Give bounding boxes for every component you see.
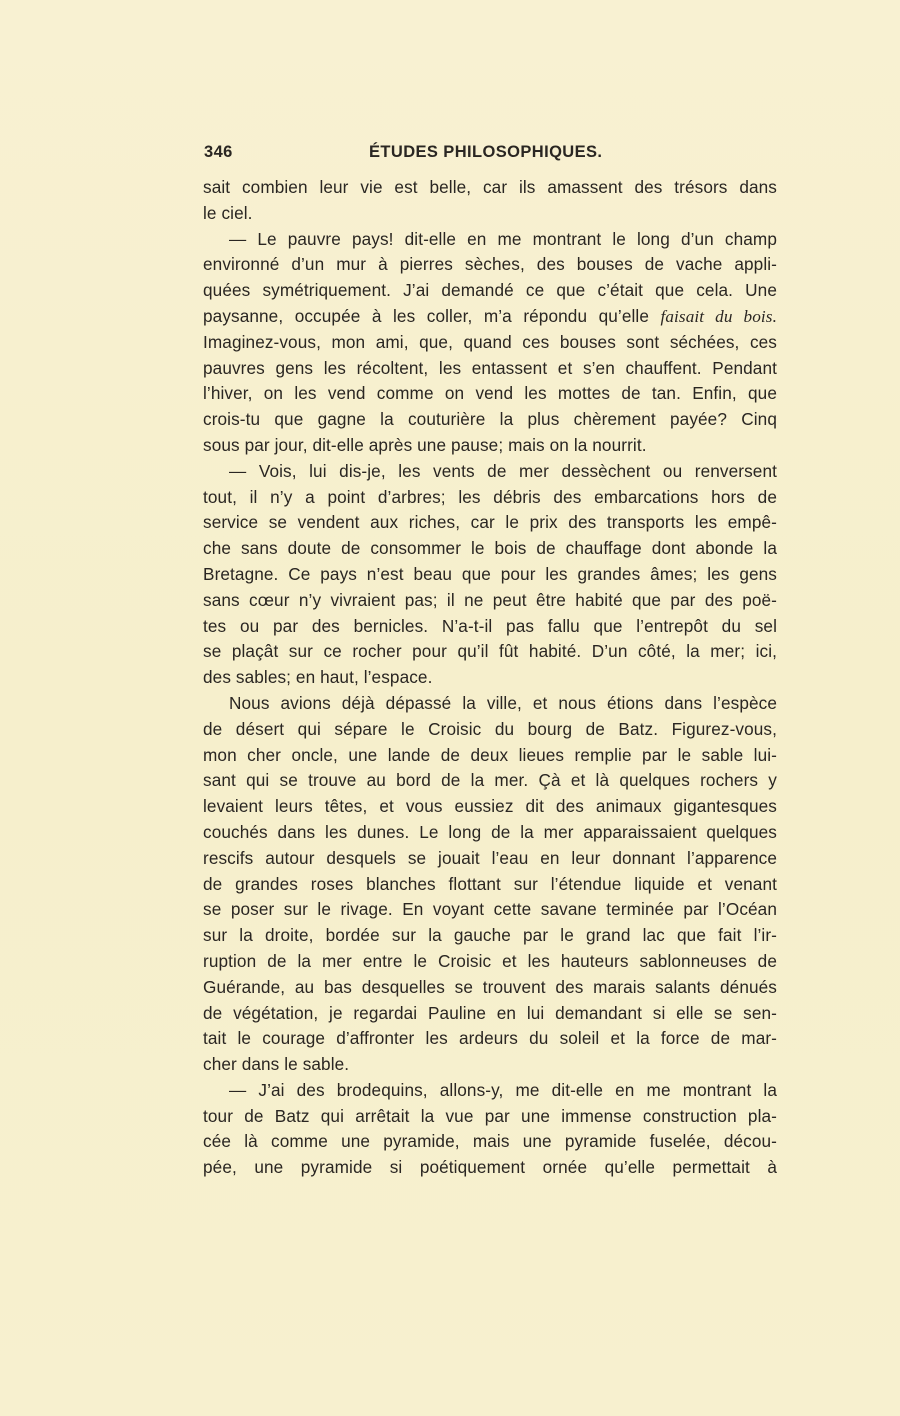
text-line: — Vois, lui dis-je, les vents de mer dessèchent ou renversent	[229, 460, 777, 481]
text-line: mon cher oncle, une lande de deux lieues remplie par le sable lui-	[203, 744, 777, 765]
text-line: cée là comme une pyramide, mais une pyramide fuselée, décou-	[203, 1131, 777, 1152]
running-title: ÉTUDES PHILOSOPHIQUES.	[369, 143, 603, 161]
running-head	[204, 143, 778, 167]
text-line: sur la droite, bordée sur la gauche par le grand lac que fait l’ir-	[203, 925, 777, 946]
text-line: crois-tu que gagne la couturière la plus chèrement payée? Cinq	[203, 409, 777, 430]
text-line: se plaçât sur ce rocher pour qu’il fût habité. D’un côté, la mer; ici,	[203, 641, 777, 662]
text-line: des sables; en haut, l’espace.	[203, 667, 433, 688]
text-line: pauvres gens les récoltent, les entassent et s’en chauffent. Pendant	[203, 357, 777, 378]
text-line: — Le pauvre pays! dit-elle en me montrant le long d’un champ	[229, 228, 777, 249]
text-line: — J’ai des brodequins, allons-y, me dit-elle en me montrant la	[229, 1079, 777, 1100]
text-line: pée, une pyramide si poétiquement ornée qu’elle permettait à	[203, 1157, 777, 1178]
text-line: sans cœur n’y vivraient pas; il ne peut être habité que par des poë-	[203, 589, 777, 610]
text-line: Imaginez-vous, mon ami, que, quand ces bouses sont séchées, ces	[203, 331, 777, 352]
text-line: che sans doute de consommer le bois de chauffage dont abonde la	[203, 538, 777, 559]
text-line: cher dans le sable.	[203, 1054, 350, 1075]
text-line: Guérande, au bas desquelles se trouvent des marais salants dénués	[203, 976, 777, 997]
text-line: le ciel.	[203, 202, 253, 223]
text-line: sait combien leur vie est belle, car ils amassent des trésors dans	[203, 177, 777, 197]
text-line: service se vendent aux riches, car le prix des transports les empê-	[203, 512, 777, 533]
text-line: environné d’un mur à pierres sèches, des bouses de vache appli-	[203, 254, 777, 275]
text-line: tes ou par des bernicles. N’a-t-il pas fallu que l’entrepôt du sel	[203, 615, 777, 636]
text-line: sant qui se trouve au bord de la mer. Çà et là quelques rochers y	[203, 770, 777, 791]
text-line: de grandes roses blanches flottant sur l’étendue liquide et venant	[203, 873, 777, 894]
text-line: quées symétriquement. J’ai demandé ce que c’était que cela. Une	[203, 280, 777, 301]
italic-phrase: faisait du bois.	[660, 306, 777, 326]
text-line: se poser sur le rivage. En voyant cette savane terminée par l’Océan	[203, 899, 777, 920]
page-number: 346	[204, 143, 233, 161]
text-line: tour de Batz qui arrêtait la vue par une immense construction pla-	[203, 1105, 777, 1126]
text-line: couchés dans les dunes. Le long de la mer apparaissaient quelques	[203, 821, 777, 842]
text-line: Nous avions déjà dépassé la ville, et nous étions dans l’espèce	[229, 692, 777, 713]
text-line: sous par jour, dit-elle après une pause; mais on la nourrit.	[203, 434, 647, 455]
text-segment: paysanne, occupée à les coller, m’a répondu qu’elle	[203, 305, 661, 326]
text-line-with-italic	[203, 304, 777, 330]
text-line: de désert qui sépare le Croisic du bourg de Batz. Figurez-vous,	[203, 718, 777, 739]
text-line: rescifs autour desquels se jouait l’eau en leur donnant l’apparence	[203, 847, 777, 868]
text-line: l’hiver, on les vend comme on vend les mottes de tan. Enfin, que	[203, 383, 777, 404]
body-text	[203, 175, 777, 1181]
text-line: tout, il n’y a point d’arbres; les débris des embarcations hors de	[203, 486, 777, 507]
text-line: tait le courage d’affronter les ardeurs du soleil et la force de mar-	[203, 1028, 777, 1049]
text-line: de végétation, je regardai Pauline en lui demandant si elle se sen-	[203, 1002, 777, 1023]
text-line: ruption de la mer entre le Croisic et les hauteurs sablonneuses de	[203, 950, 777, 971]
text-line: Bretagne. Ce pays n’est beau que pour les grandes âmes; les gens	[203, 563, 777, 584]
text-line: levaient leurs têtes, et vous eussiez dit des animaux gigantesques	[203, 796, 777, 817]
